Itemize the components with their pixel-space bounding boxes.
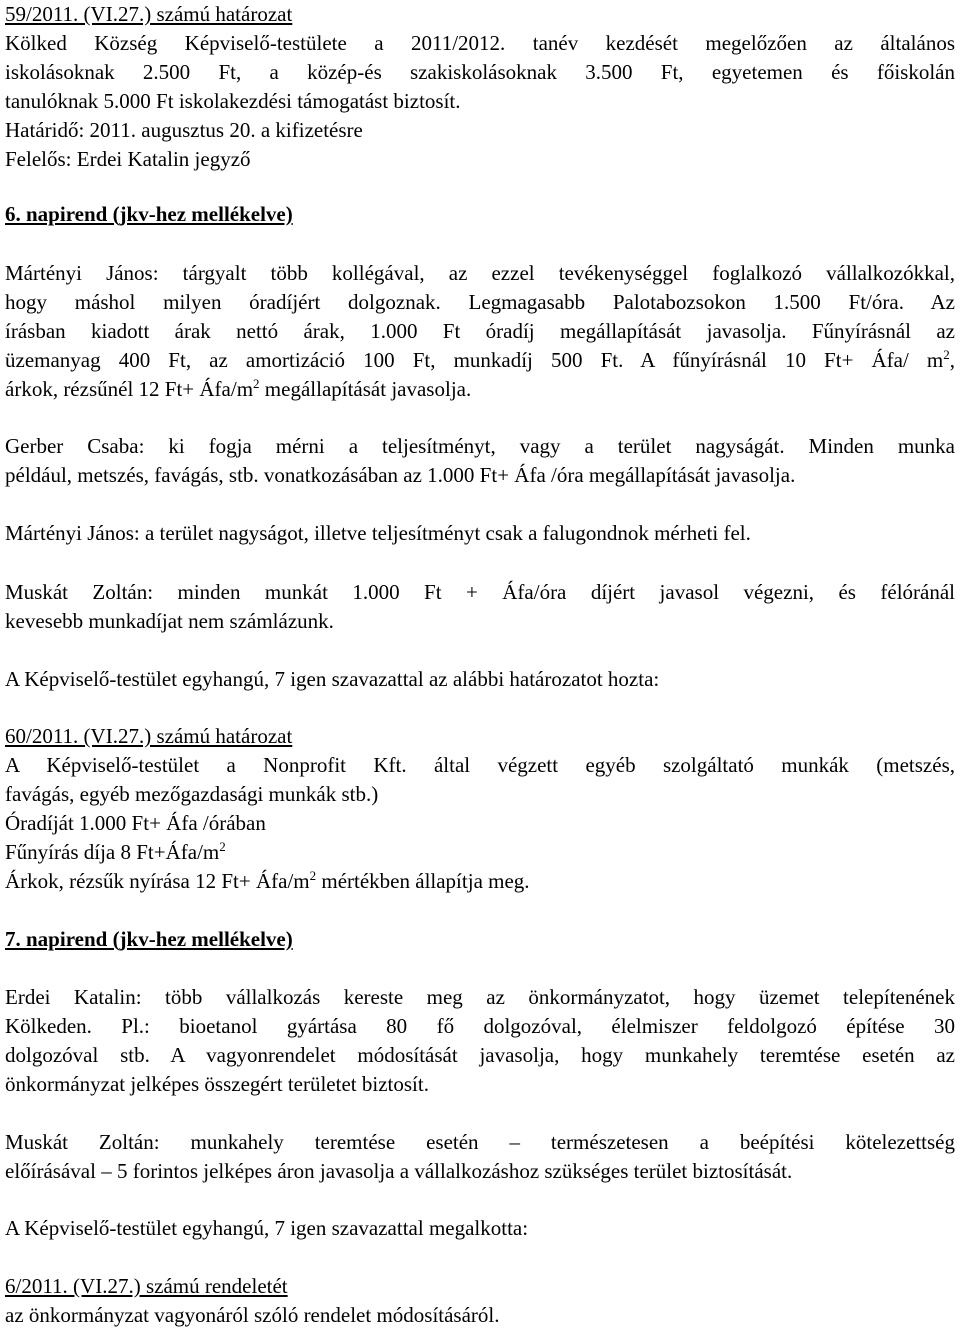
agenda-6-para-1-line-4-text: üzemanyag 400 Ft, az amortizáció 100 Ft, munkadíj 500 Ft. A fűnyírásnál 10 Ft+ Áfa/ m (5, 348, 944, 372)
agenda-6-para-1-line-1: Mártényi János: tárgyalt több kollégával, az ezzel tevékenységgel foglalkozó vállalkozókkal, (5, 261, 955, 285)
agenda-7-para-1-line-3: dolgozóval stb. A vagyonrendelet módosítását javasolja, hogy munkahely teremtése esetén az (5, 1043, 955, 1067)
agenda-6-para-2-line-1: Gerber Csaba: ki fogja mérni a teljesítményt, vagy a terület nagyságát. Minden munka (5, 434, 955, 458)
resolution-59-text-line-1: Kölked Község Képviselő-testülete a 2011/2012. tanév kezdését megelőzően az általános (5, 31, 955, 55)
resolution-60-line-2: favágás, egyéb mezőgazdasági munkák stb.) (5, 782, 379, 806)
superscript-2: 2 (219, 839, 226, 854)
resolution-59-deadline: Határidő: 2011. augusztus 20. a kifizetésre (5, 118, 363, 142)
resolution-60-title: 60/2011. (VI.27.) számú határozat (5, 724, 293, 748)
decree-6-subject: az önkormányzat vagyonáról szóló rendelet módosításáról. (5, 1303, 500, 1327)
agenda-7-para-1-line-1: Erdei Katalin: több vállalkozás kereste meg az önkormányzatot, hogy üzemet telepítenének (5, 985, 955, 1009)
resolution-60-line-4 (5, 838, 955, 867)
agenda-6-para-1-line-5-end: megállapítását javasolja. (259, 377, 472, 401)
agenda-6-heading: 6. napirend (jkv-hez mellékelve) (5, 202, 293, 226)
resolution-59-text-line-3: tanulóknak 5.000 Ft iskolakezdési támogatást biztosít. (5, 89, 461, 113)
agenda-7-para-2-line-1: Muskát Zoltán: munkahely teremtése esetén – természetesen a beépítési kötelezettség (5, 1130, 955, 1154)
resolution-60-line-5-end: mértékben állapítja meg. (316, 869, 530, 893)
agenda-6-para-3: Mártényi János: a terület nagyságot, illetve teljesítményt csak a falugondnok mérheti fel. (5, 521, 751, 545)
superscript-2: 2 (943, 347, 950, 362)
resolution-60-line-4-text: Fűnyírás díja 8 Ft+Áfa/m (5, 840, 220, 864)
agenda-6-para-1-line-5 (5, 375, 955, 404)
agenda-6-para-1-line-5-text: árkok, rézsűnél 12 Ft+ Áfa/m (5, 377, 254, 401)
resolution-59-responsible: Felelős: Erdei Katalin jegyző (5, 147, 251, 171)
superscript-2: 2 (253, 376, 260, 391)
agenda-6-para-1-line-4 (5, 346, 955, 375)
resolution-60-line-5-text: Árkok, rézsűk nyírása 12 Ft+ Áfa/m (5, 869, 310, 893)
agenda-7-heading: 7. napirend (jkv-hez mellékelve) (5, 927, 293, 951)
decree-6-title: 6/2011. (VI.27.) számú rendeletét (5, 1274, 288, 1298)
agenda-7-para-1-line-2: Kölkeden. Pl.: bioetanol gyártása 80 fő dolgozóval, élelmiszer feldolgozó építése 30 (5, 1014, 955, 1038)
agenda-6-para-4-line-2: kevesebb munkadíjat nem számlázunk. (5, 609, 334, 633)
agenda-6-para-2-line-2: például, metszés, favágás, stb. vonatkozásában az 1.000 Ft+ Áfa /óra megállapítását javasolja. (5, 463, 796, 487)
agenda-7-vote: A Képviselő-testület egyhangú, 7 igen szavazattal megalkotta: (5, 1216, 529, 1240)
resolution-60-line-1: A Képviselő-testület a Nonprofit Kft. által végzett egyéb szolgáltató munkák (metszés, (5, 753, 955, 777)
resolution-60-line-5 (5, 867, 955, 896)
agenda-6-vote: A Képviselő-testület egyhangú, 7 igen szavazattal az alábbi határozatot hozta: (5, 667, 660, 691)
agenda-6-para-4-line-1: Muskát Zoltán: minden munkát 1.000 Ft + Áfa/óra díjért javasol végezni, és félóránál (5, 580, 955, 604)
agenda-6-para-1-line-3: írásban kiadott árak nettó árak, 1.000 Ft óradíj megállapítását javasolja. Fűnyírásnál az (5, 319, 955, 343)
resolution-59-text-line-2: iskolásoknak 2.500 Ft, a közép-és szakiskolásoknak 3.500 Ft, egyetemen és főiskolán (5, 60, 955, 84)
resolution-59-title: 59/2011. (VI.27.) számú határozat (5, 2, 293, 26)
superscript-2: 2 (309, 868, 317, 883)
agenda-7-para-2-line-2: előírásával – 5 forintos jelképes áron javasolja a vállalkozáshoz szükséges terület biztosítását. (5, 1159, 793, 1183)
agenda-7-para-1-line-4: önkormányzat jelképes összegért területet biztosít. (5, 1072, 429, 1096)
agenda-6-para-1-line-2: hogy máshol milyen óradíjért dolgoznak. Legmagasabb Palotabozsokon 1.500 Ft/óra. Az (5, 290, 955, 314)
resolution-60-line-3: Óradíját 1.000 Ft+ Áfa /órában (5, 811, 266, 835)
agenda-6-para-1-line-4-end: , (949, 348, 955, 372)
